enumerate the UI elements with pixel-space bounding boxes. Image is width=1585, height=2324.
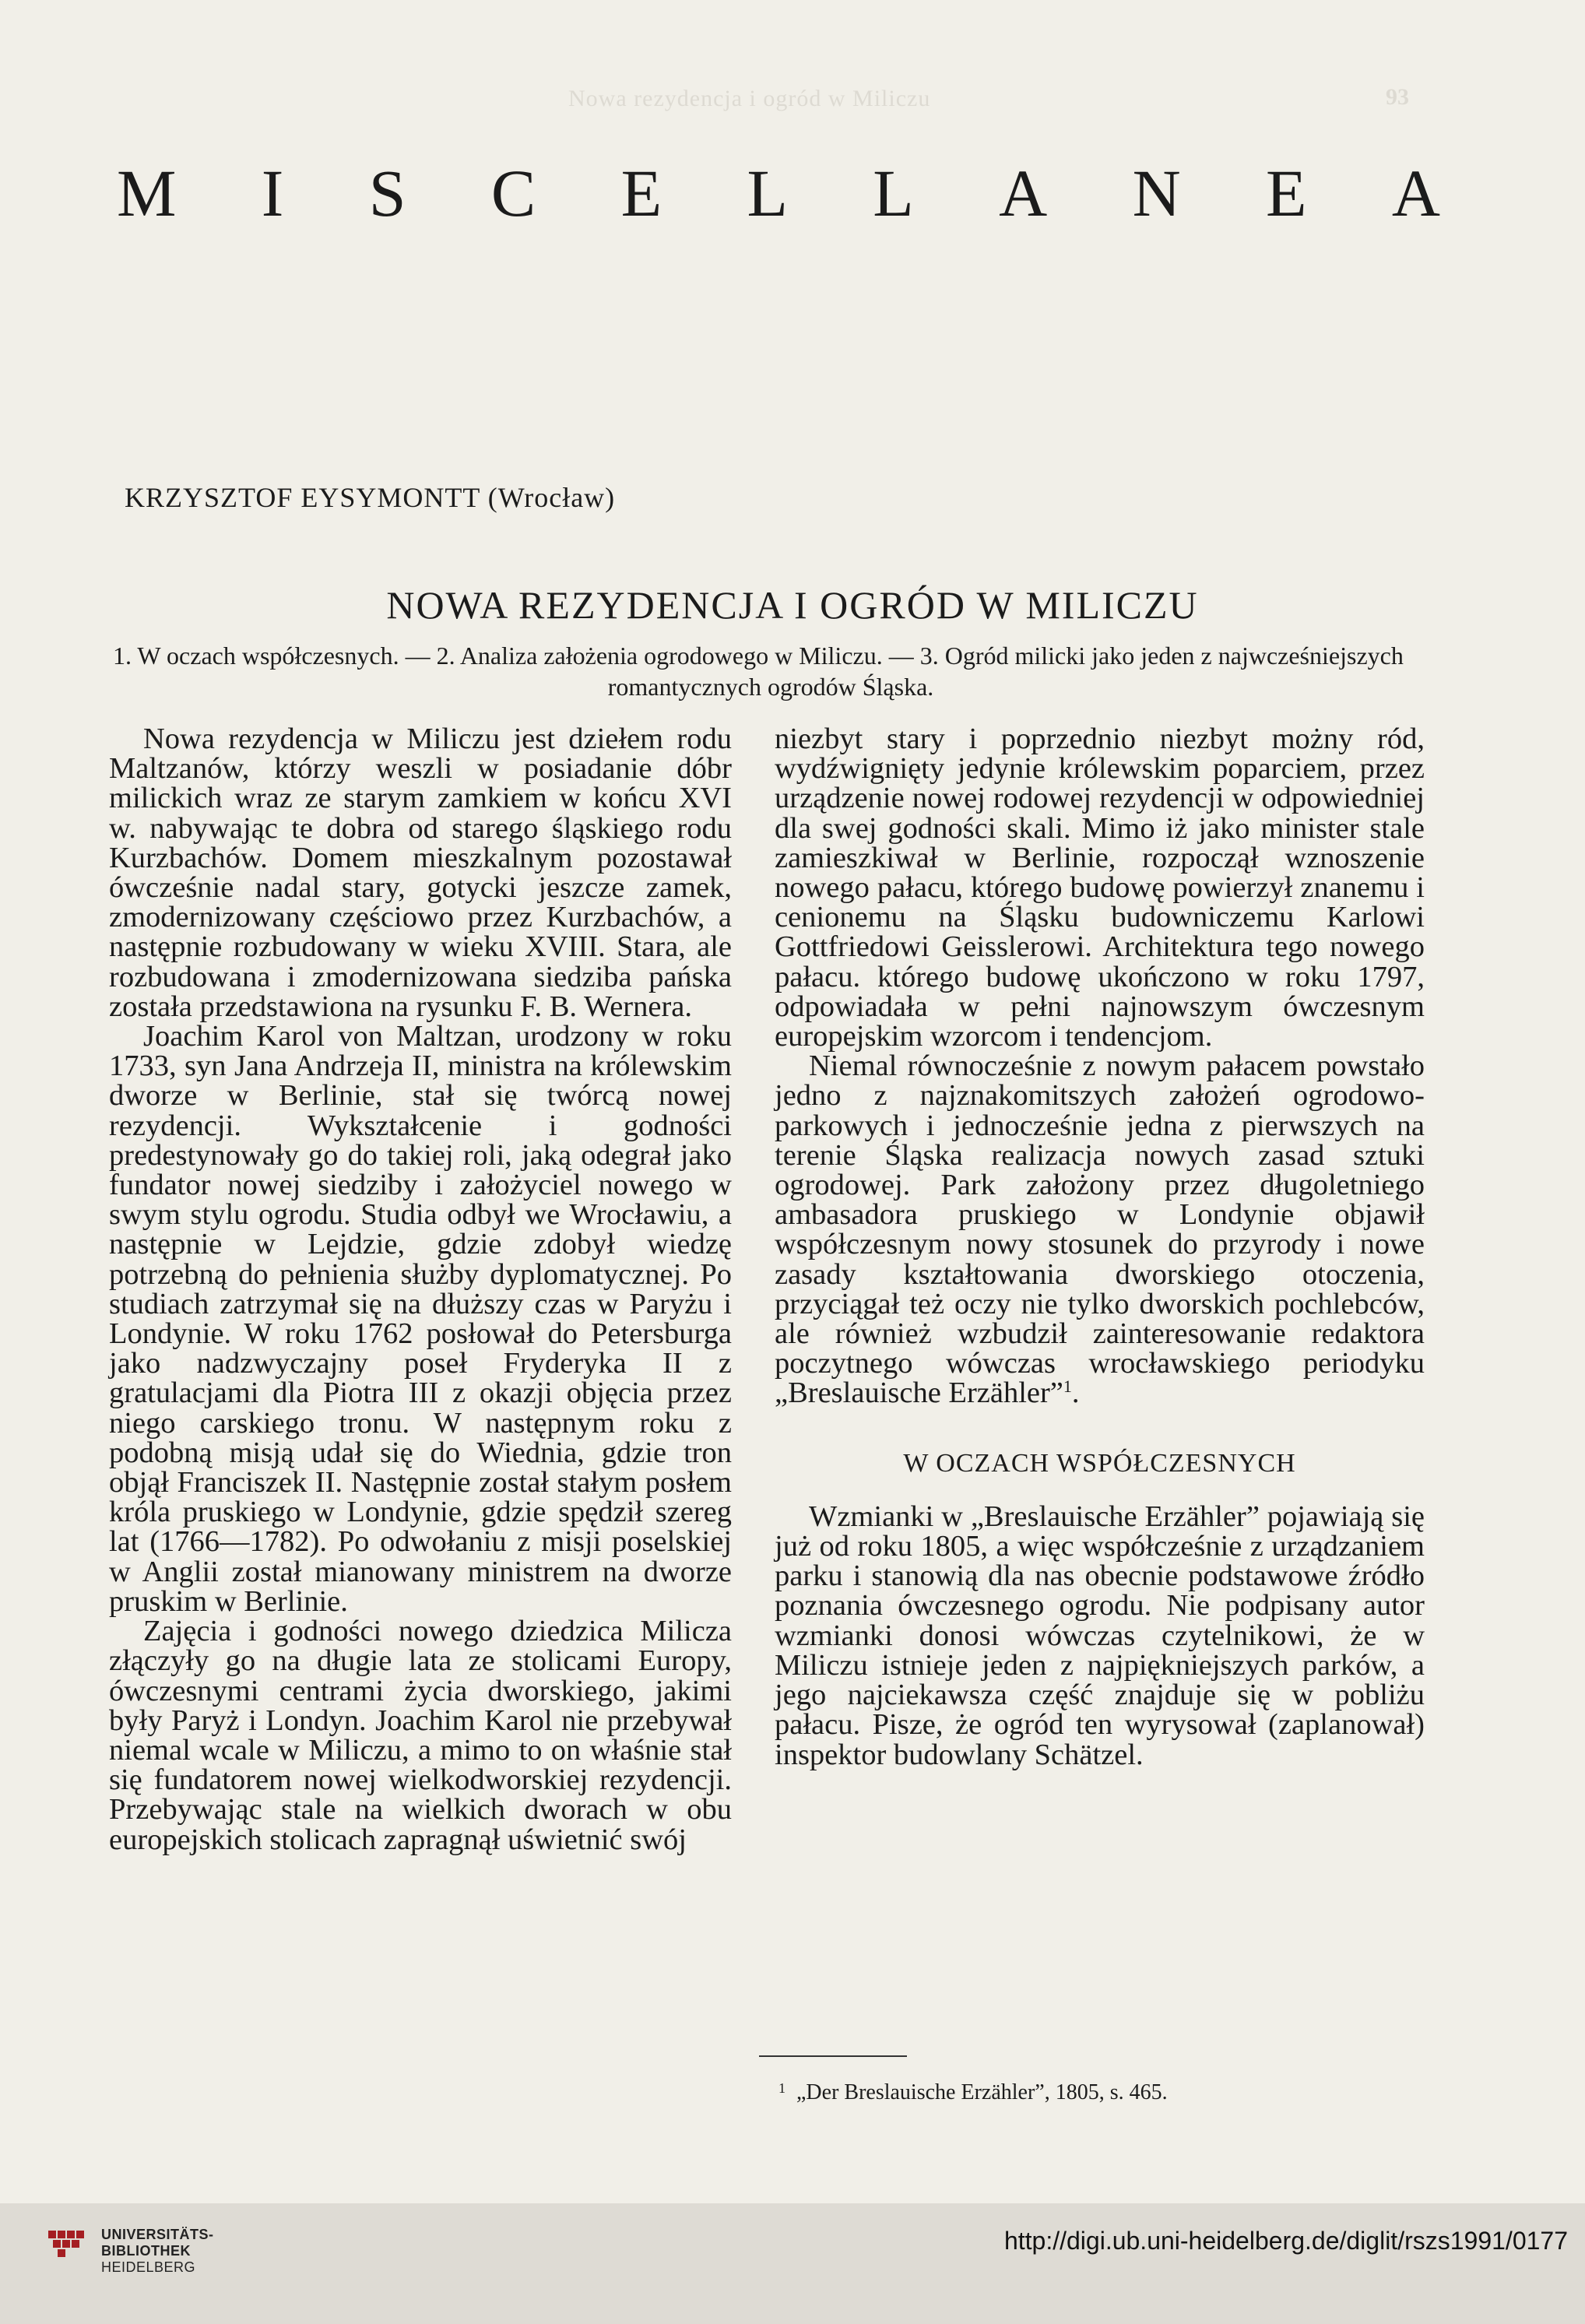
footnote-reference[interactable]: 1 [1063,1376,1072,1397]
paragraph-text: Niemal równocześnie z nowym pałacem powstało jedno z najznakomitszych założeń ogrodowo-parkowych i jednocześnie jedna z pierwszych na terenie Śląska realizacja nowych zasad sztuki ogrodowej. Park założony przez długoletniego ambasadora pruskiego w Londynie objawił współczesnym nowy stosunek do przyrody i nowe zasady kształtowania dworskiego otoczenia, przyciągał też oczy nie tylko dworskich pochlebców, ale również wzbudził zainteresowanie redaktora poczytnego wówczas wrocławskiego periodyku „Breslauische Erzähler” [775,1049,1425,1410]
toc-line: 1. W oczach współczesnych. — 2. Analiza założenia ogrodowego w Miliczu. — 3. Ogród milicki jako jeden z najwcześniejszych [113,642,1404,670]
section-letter: C [490,156,536,230]
library-name-line: UNIVERSITÄTS- [101,2227,214,2242]
footnote-divider [759,2055,907,2057]
section-heading: W OCZACH WSPÓŁCZESNYCH [903,1448,1296,1478]
section-letter: L [747,156,788,230]
section-letter: E [620,156,662,230]
viewer-footer [0,2203,1585,2324]
section-letter: N [1132,156,1181,230]
library-name-line: HEIDELBERG [101,2259,196,2275]
footnote-text: „Der Breslauische Erzähler”, 1805, s. 465. [796,2080,1168,2104]
section-letter: L [873,156,914,230]
library-name-line: BIBLIOTHEK [101,2243,191,2259]
paragraph: Joachim Karol von Maltzan, urodzony w roku 1733, syn Jana Andrzeja II, ministra na królewskim dworze w Berlinie, stał się twórcą nowej rezydencji. Wykształcenie i godności predestynowały go do takiej roli, jaką odegrał jako fundator nowej siedziby i założyciel nowego w swym stylu ogrodu. Studia odbył we Wrocławiu, a następnie w Lejdzie, gdzie zdobył wiedzę potrzebną do pełnienia służby dyplomatycznej. Po studiach zatrzymał się na dłuższy czas w Paryżu i Londynie. W roku 1762 posłował do Petersburga jako nadzwyczajny poseł Fryderyka II z gratulacjami dla Piotra III z okazji objęcia przez niego carskiego tronu. W następnym roku z podobną misją udał się do Wiednia, gdzie tron objął Franciszek II. Następnie został stałym posłem króla pruskiego w Londynie, gdzie spędził szereg lat (1766—1782). Po odwołaniu z misji poselskiej w Anglii został mianowany ministrem na dworze pruskim w Berlinie. [109,1020,732,1618]
section-letter: M [117,156,177,230]
section-title-miscellanea [117,156,1440,230]
table-of-contents [113,640,1429,702]
section-letter: E [1266,156,1307,230]
bleed-through-page-number: 93 [1386,84,1409,110]
toc-line: romantycznych ogrodów Śląska. [607,673,934,701]
bleed-through-running-head: Nowa rezydencja i ogród w Miliczu [568,86,931,111]
paragraph-end: . [1071,1376,1080,1410]
footnote [778,2080,1168,2105]
right-column [775,724,1425,1770]
paragraph: Nowa rezydencja w Miliczu jest dziełem rodu Maltzanów, którzy weszli w posiadanie dóbr milickich wraz ze starym zamkiem w końcu XVI w. nabywając te dobra od starego śląskiego rodu Kurzbachów. Domem mieszkalnym pozostawał ówcześnie nadal stary, gotycki jeszcze zamek, zmodernizowany częściowo przez Kurzbachów, a następnie rozbudowany w wieku XVIII. Stara, ale rozbudowana i zmodernizowana siedziba pańska została przedstawiona na rysunku F. B. Wernera. [109,723,732,1023]
section-letter: S [368,156,406,230]
university-library-logo-icon[interactable] [47,2223,93,2270]
section-letter: A [999,156,1048,230]
paragraph: Zajęcia i godności nowego dziedzica Milicza złączyły go na długie lata ze stolicami Europy, ówczesnymi centrami życia dworskiego, jakimi były Paryż i Londyn. Joachim Karol nie przebywał niemal wcale w Miliczu, a mimo to on właśnie stał się fundatorem nowej wielkodworskiej rezydencji. Przebywając stale na wielkich dworach w obu europejskich stolicach zapragnął uświetnić swój [109,1615,732,1856]
paragraph: niezbyt stary i poprzednio niezbyt możny ród, wydźwignięty jedynie królewskim poparciem, przez urządzenie nowej rodowej rezydencji w odpowiedniej dla swej godności skali. Mimo iż jako minister stale zamieszkiwał w Berlinie, rozpoczął wznoszenie nowego pałacu, którego budowę powierzył znanemu i cenionemu na Śląsku budowniczemu Karlowi Gottfriedowi Geisslerowi. Architektura tego nowego pałacu. którego budowę ukończono w roku 1797, odpowiadała w pełni najnowszym ówczesnym europejskim wzorcom i tendencjom. [775,723,1425,1053]
footnote-number: 1 [778,2080,785,2096]
library-name[interactable] [101,2227,214,2276]
left-column [109,724,732,1855]
paragraph-with-footnote [775,1051,1425,1408]
article-title: NOWA REZYDENCJA I OGRÓD W MILICZU [386,583,1199,627]
section-letter: A [1391,156,1440,230]
paragraph: Wzmianki w „Breslauische Erzähler” pojawiają się już od roku 1805, a więc współcześnie z urządzaniem parku i stanowią dla nas obecnie podstawowe źródło poznania ówczesnego ogrodu. Nie podpisany autor wzmianki donosi wówczas czytelnikowi, że w Miliczu istnieje jeden z najpiękniejszych parków, a jego najciekawsza część znajduje się w pobliżu pałacu. Pisze, że ogród ten wyrysował (zaplanował) inspektor budowlany Schätzel. [775,1500,1425,1771]
permalink-url[interactable]: http://digi.ub.uni-heidelberg.de/diglit/rszs1991/0177 [1003,2227,1568,2255]
section-letter: I [261,156,284,230]
author-line: KRZYSZTOF EYSYMONTT (Wrocław) [125,482,616,513]
